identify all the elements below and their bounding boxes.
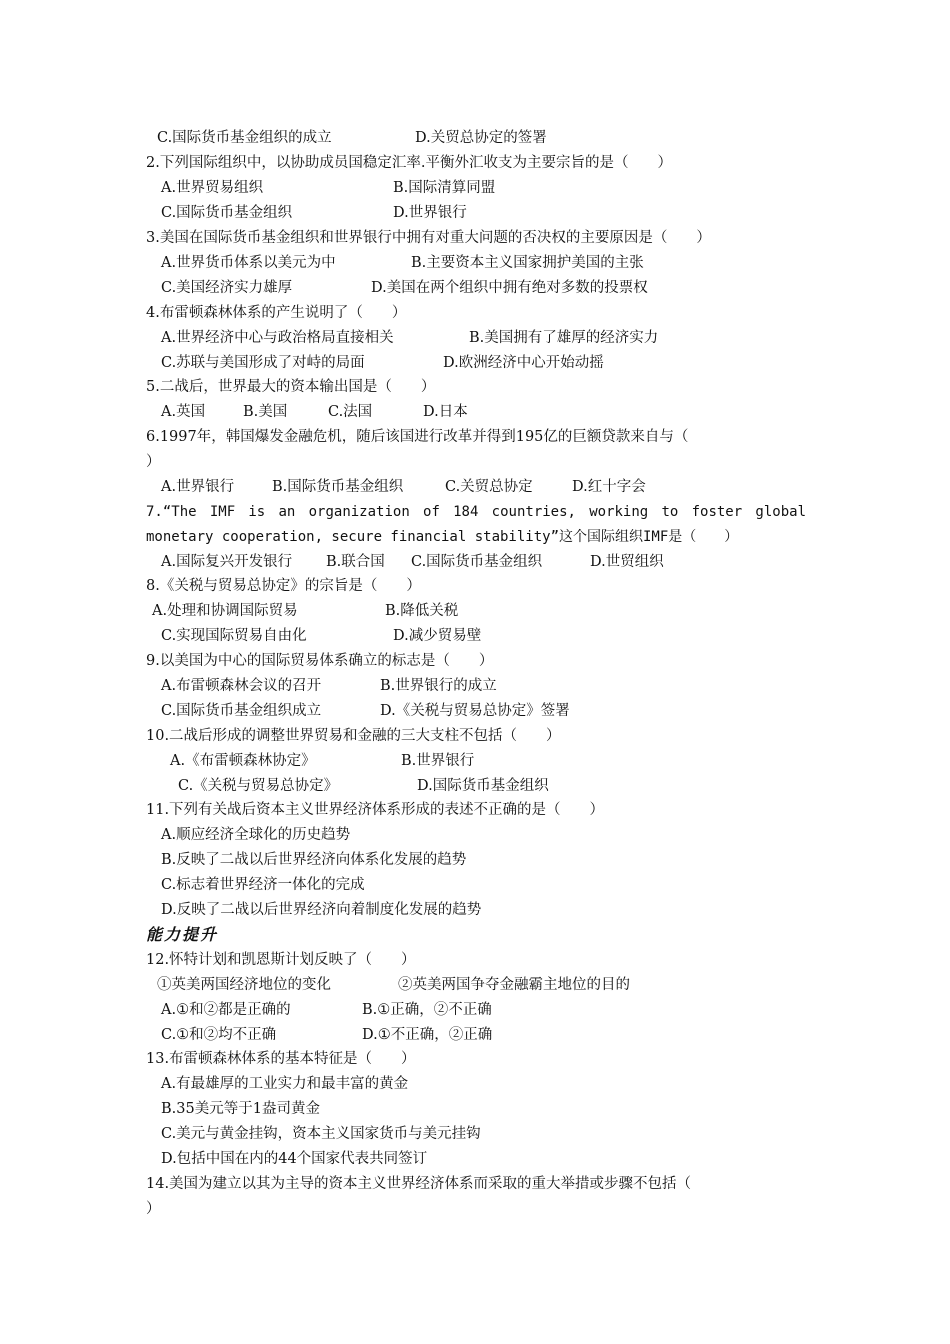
q12-statement-1: ①英美两国经济地位的变化: [157, 977, 331, 993]
q13-stem: 13.布雷顿森林体系的基本特征是（ ）: [146, 1051, 416, 1067]
q2-stem: 2.下列国际组织中，以协助成员国稳定汇率.平衡外汇收支为主要宗旨的是（ ）: [146, 155, 672, 171]
q7-stem: 7.“The IMF is an organization of 184 countries, working to foster global: [146, 504, 806, 520]
q10-option-b: B.世界银行: [401, 753, 475, 769]
q2-option-b: B.国际清算同盟: [393, 180, 496, 196]
section-heading: 能力提升: [146, 925, 219, 944]
q13-option-b: B.35美元等于1盎司黄金: [161, 1101, 320, 1117]
q8-option-a: A.处理和协调国际贸易: [152, 603, 298, 619]
q14-stem-cont: ）: [146, 1201, 161, 1217]
q7-option-d: D.世贸组织: [590, 554, 664, 570]
q5-option-b: B.美国: [243, 404, 288, 420]
q6-stem: 6.1997年，韩国爆发金融危机，随后该国进行改革并得到195亿的巨额贷款来自与（: [146, 429, 689, 445]
q1-option-c: C.国际货币基金组织的成立: [157, 130, 332, 146]
q6-option-d: D.红十字会: [572, 479, 646, 495]
q3-option-b: B.主要资本主义国家拥护美国的主张: [411, 255, 644, 271]
q10-stem: 10.二战后形成的调整世界贸易和金融的三大支柱不包括（ ）: [146, 728, 561, 744]
q7-option-b: B.联合国: [326, 554, 385, 570]
q13-option-d: D.包括中国在内的44个国家代表共同签订: [161, 1151, 428, 1167]
q12-stem: 12.怀特计划和凯恩斯计划反映了（ ）: [146, 952, 416, 968]
q8-option-d: D.减少贸易壁: [393, 628, 482, 644]
q2-option-c: C.国际货币基金组织: [161, 205, 293, 221]
q6-option-c: C.关贸总协定: [445, 479, 533, 495]
q5-option-a: A.英国: [161, 404, 206, 420]
q11-option-b: B.反映了二战以后世界经济向体系化发展的趋势: [161, 852, 467, 868]
q12-option-b: B.①正确，②不正确: [362, 1002, 492, 1018]
q4-option-a: A.世界经济中心与政治格局直接相关: [161, 330, 394, 346]
q5-option-c: C.法国: [328, 404, 373, 420]
q4-option-b: B.美国拥有了雄厚的经济实力: [469, 330, 659, 346]
q5-stem: 5.二战后，世界最大的资本输出国是（ ）: [146, 379, 436, 395]
q2-option-d: D.世界银行: [393, 205, 467, 221]
q10-option-a: A.《布雷顿森林协定》: [170, 753, 316, 769]
q11-option-d: D.反映了二战以后世界经济向着制度化发展的趋势: [161, 902, 482, 918]
q9-option-a: A.布雷顿森林会议的召开: [161, 678, 322, 694]
q3-stem: 3.美国在国际货币基金组织和世界银行中拥有对重大问题的否决权的主要原因是（ ）: [146, 230, 711, 246]
q11-stem: 11.下列有关战后资本主义世界经济体系形成的表述不正确的是（ ）: [146, 802, 605, 818]
q10-option-d: D.国际货币基金组织: [417, 778, 549, 794]
q7-option-a: A.国际复兴开发银行: [161, 554, 293, 570]
q3-option-c: C.美国经济实力雄厚: [161, 280, 293, 296]
q7-option-c: C.国际货币基金组织: [411, 554, 543, 570]
q3-option-d: D.美国在两个组织中拥有绝对多数的投票权: [371, 280, 648, 296]
q12-option-c: C.①和②均不正确: [161, 1027, 277, 1043]
q9-option-d: D.《关税与贸易总协定》签署: [380, 703, 570, 719]
q3-option-a: A.世界货币体系以美元为中: [161, 255, 336, 271]
q9-option-b: B.世界银行的成立: [380, 678, 497, 694]
q9-stem: 9.以美国为中心的国际贸易体系确立的标志是（ ）: [146, 653, 494, 669]
q13-option-c: C.美元与黄金挂钩，资本主义国家货币与美元挂钩: [161, 1126, 481, 1142]
q10-option-c: C.《关税与贸易总协定》: [178, 778, 339, 794]
q8-option-b: B.降低关税: [385, 603, 459, 619]
q4-stem: 4.布雷顿森林体系的产生说明了（ ）: [146, 305, 407, 321]
q6-option-b: B.国际货币基金组织: [272, 479, 404, 495]
q1-option-d: D.关贸总协定的签署: [415, 130, 547, 146]
q5-option-d: D.日本: [423, 404, 468, 420]
q12-statement-2: ②英美两国争夺金融霸主地位的目的: [398, 977, 630, 993]
q6-option-a: A.世界银行: [161, 479, 235, 495]
q12-option-d: D.①不正确，②正确: [362, 1027, 493, 1043]
q13-option-a: A.有最雄厚的工业实力和最丰富的黄金: [161, 1076, 409, 1092]
q8-option-c: C.实现国际贸易自由化: [161, 628, 307, 644]
q14-stem: 14.美国为建立以其为主导的资本主义世界经济体系而采取的重大举措或步骤不包括（: [146, 1176, 692, 1192]
q4-option-c: C.苏联与美国形成了对峙的局面: [161, 355, 365, 371]
q4-option-d: D.欧洲经济中心开始动摇: [443, 355, 604, 371]
q7-stem-cont: monetary cooperation, secure financial stability”这个国际组织IMF是（ ）: [146, 529, 739, 545]
q9-option-c: C.国际货币基金组织成立: [161, 703, 322, 719]
q11-option-a: A.顺应经济全球化的历史趋势: [161, 827, 351, 843]
q2-option-a: A.世界贸易组织: [161, 180, 264, 196]
q6-stem-cont: ）: [146, 454, 161, 470]
q11-option-c: C.标志着世界经济一体化的完成: [161, 877, 365, 893]
q12-option-a: A.①和②都是正确的: [161, 1002, 291, 1018]
q8-stem: 8.《关税与贸易总协定》的宗旨是（ ）: [146, 578, 421, 594]
